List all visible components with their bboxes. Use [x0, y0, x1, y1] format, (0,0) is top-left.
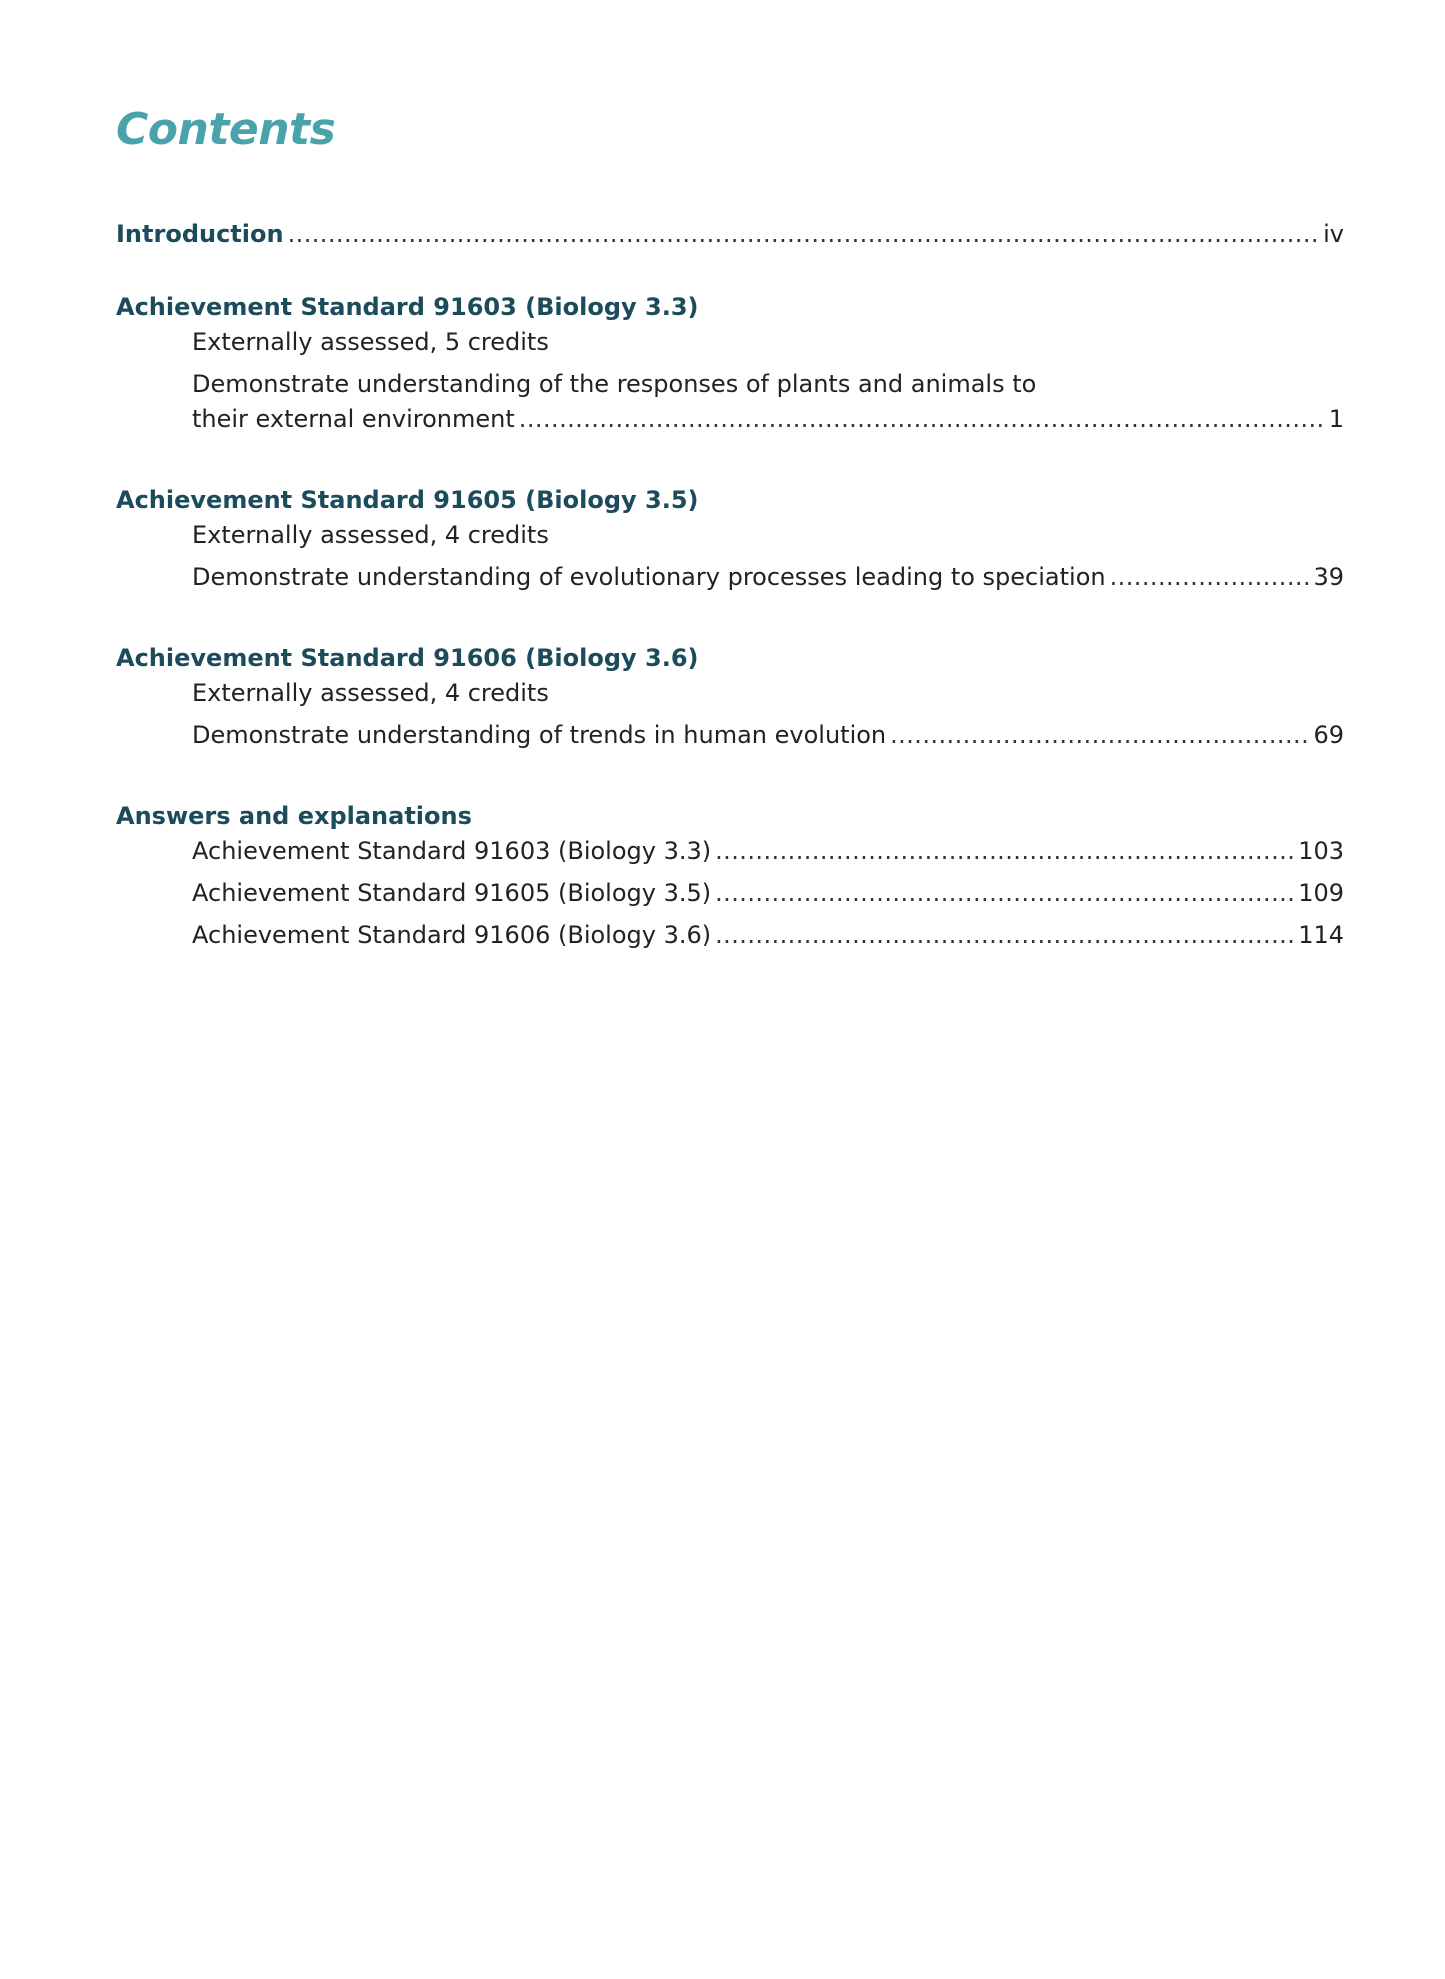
toc-entry-91603[interactable]: [192, 405, 1344, 433]
toc-page-number: iv: [1323, 220, 1344, 248]
section-assessment-91603: Externally assessed, 5 credits: [192, 328, 549, 356]
dot-leader: [890, 721, 1309, 749]
dot-leader: [519, 405, 1325, 433]
toc-entry-label: Achievement Standard 91605 (Biology 3.5): [192, 879, 712, 907]
toc-entry-label: Introduction: [116, 220, 284, 248]
dot-leader: [715, 879, 1294, 907]
toc-entry-label: Demonstrate understanding of trends in human evolution: [192, 721, 887, 749]
section-assessment-91606: Externally assessed, 4 credits: [192, 679, 549, 707]
toc-page-number: 103: [1298, 837, 1344, 865]
answers-heading: Answers and explanations: [116, 802, 472, 830]
toc-entry-answers-91603[interactable]: [192, 837, 1344, 865]
section-heading-91606: Achievement Standard 91606 (Biology 3.6): [116, 644, 699, 672]
toc-entry-answers-91605[interactable]: [192, 879, 1344, 907]
section-heading-91605: Achievement Standard 91605 (Biology 3.5): [116, 486, 699, 514]
toc-page-number: 39: [1313, 563, 1344, 591]
toc-entry-91605[interactable]: [192, 563, 1344, 591]
toc-page-number: 114: [1298, 921, 1344, 949]
toc-page-number: 1: [1328, 405, 1344, 433]
section-assessment-91605: Externally assessed, 4 credits: [192, 521, 549, 549]
toc-entry-answers-91606[interactable]: [192, 921, 1344, 949]
section-description-91603: Demonstrate understanding of the responses of plants and animals to: [192, 370, 1037, 398]
dot-leader: [288, 220, 1320, 248]
toc-page-number: 69: [1313, 721, 1344, 749]
toc-entry-label: Demonstrate understanding of evolutionary processes leading to speciation: [192, 563, 1106, 591]
toc-entry-label: their external environment: [192, 405, 515, 433]
dot-leader: [715, 921, 1294, 949]
page-title: Contents: [116, 104, 336, 155]
toc-entry-introduction[interactable]: [116, 220, 1344, 248]
toc-entry-label: Achievement Standard 91603 (Biology 3.3): [192, 837, 712, 865]
section-heading-91603: Achievement Standard 91603 (Biology 3.3): [116, 293, 699, 321]
toc-entry-91606[interactable]: [192, 721, 1344, 749]
dot-leader: [1110, 563, 1310, 591]
dot-leader: [715, 837, 1294, 865]
toc-entry-label: Achievement Standard 91606 (Biology 3.6): [192, 921, 712, 949]
toc-page-number: 109: [1298, 879, 1344, 907]
